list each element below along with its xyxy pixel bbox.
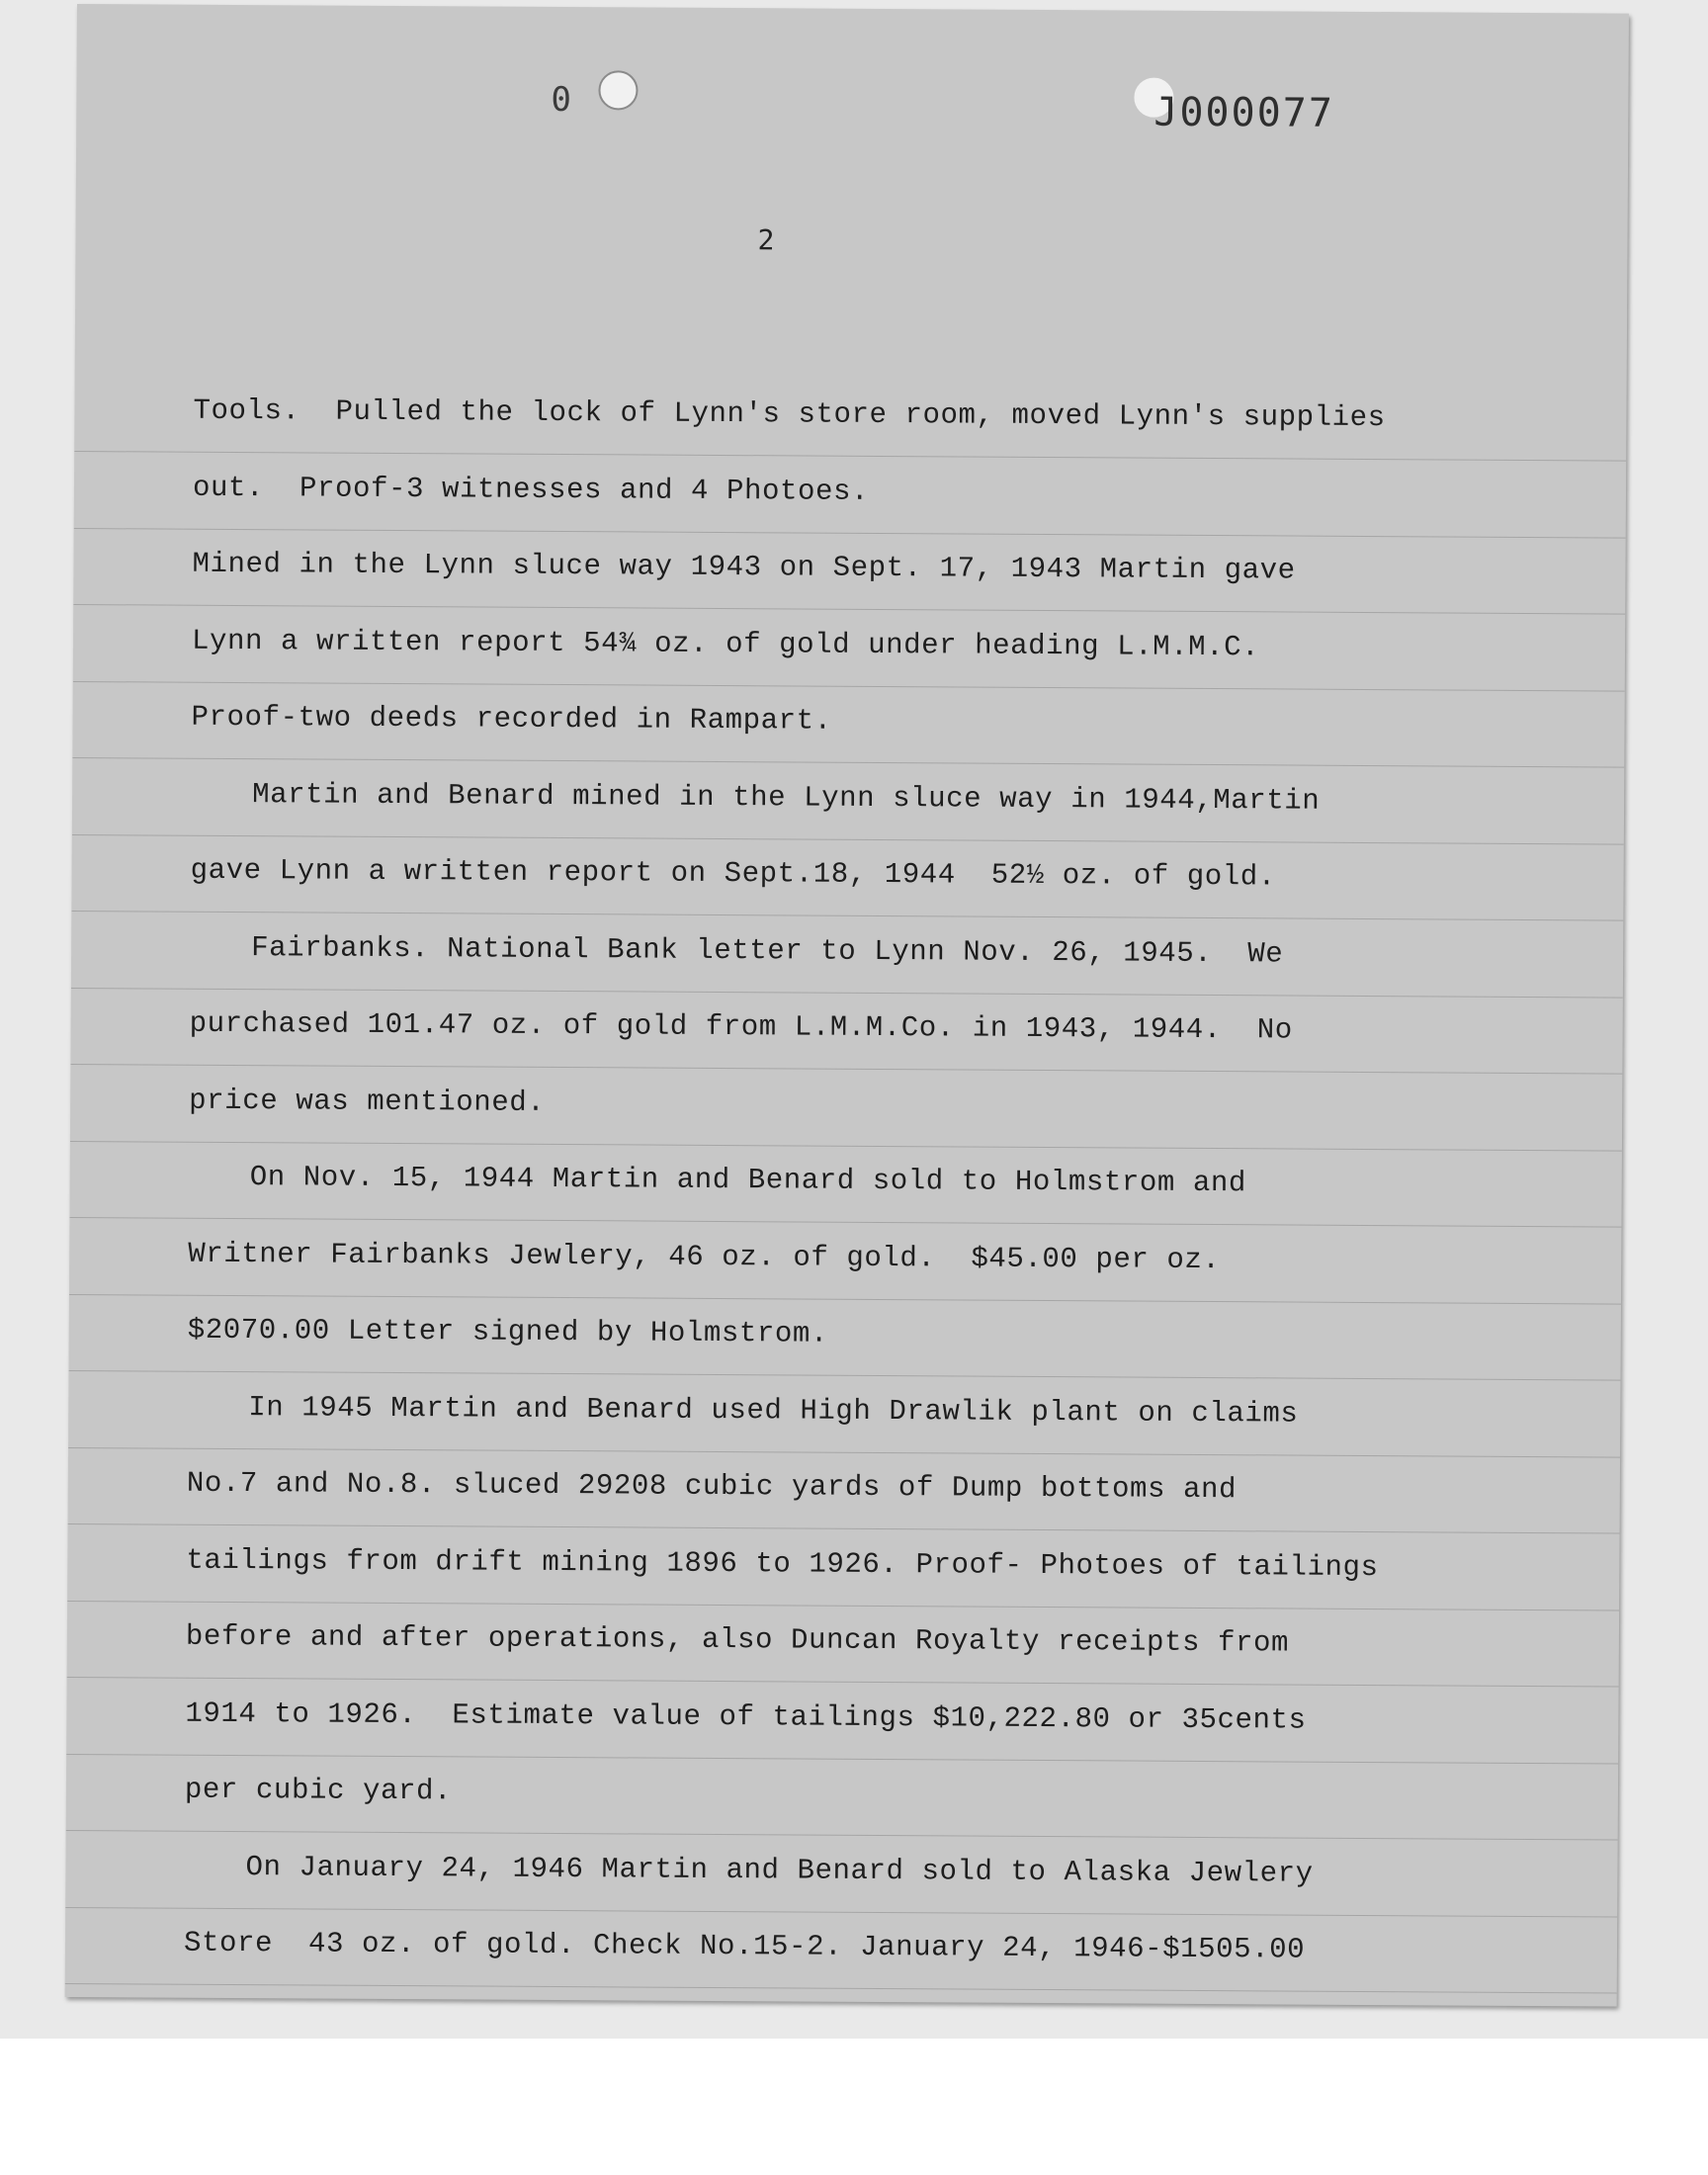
text-line: gave Lynn a written report on Sept.18, 1944 52½ oz. of gold. [190,853,1276,894]
document-number: J000077 [1153,89,1335,136]
text-line: purchased 101.47 oz. of gold from L.M.M.Co. in 1943, 1944. No [189,1006,1293,1047]
text-line: Martin and Benard mined in the Lynn sluce way in 1944,Martin [252,777,1321,818]
text-line: tailings from drift mining 1896 to 1926. Proof- Photoes of tailings [186,1543,1379,1584]
text-line: out. Proof-3 witnesses and 4 Photoes. [192,471,870,508]
text-line: Lynn a written report 54¾ oz. of gold under heading L.M.M.C. [191,624,1260,663]
text-line: before and after operations, also Duncan Royalty receipts from [185,1619,1290,1660]
typed-page [65,4,1629,2007]
page-number: 2 [757,223,775,257]
text-line: Mined in the Lynn sluce way 1943 on Sept. 17, 1943 Martin gave [192,547,1296,587]
text-line: Tools. Pulled the lock of Lynn's store room, moved Lynn's supplies [193,393,1386,435]
text-line: 1914 to 1926. Estimate value of tailings $10,222.80 or 35cents [185,1696,1307,1737]
text-line: On Nov. 15, 1944 Martin and Benard sold to Holmstrom and [249,1161,1247,1200]
stamp-left: 0 [551,79,572,121]
text-line: Fairbanks. National Bank letter to Lynn Nov. 26, 1945. We [251,930,1284,970]
punch-hole-left [598,70,638,110]
text-line: On January 24, 1946 Martin and Benard sold to Alaska Jewlery [245,1850,1314,1890]
body-text [184,373,1578,1990]
text-line: per cubic yard. [184,1773,453,1808]
text-line: Store 43 oz. of gold. Check No.15-2. January 24, 1946-$1505.00 [183,1926,1306,1966]
text-line: Proof-two deeds recorded in Rampart. [191,700,832,738]
text-line: price was mentioned. [189,1084,546,1119]
text-line: Writner Fairbanks Jewlery, 46 oz. of gold. $45.00 per oz. [188,1237,1221,1276]
text-line: No.7 and No.8. sluced 29208 cubic yards of Dump bottoms and [186,1466,1238,1507]
text-line: $2070.00 Letter signed by Holmstrom. [187,1313,829,1350]
text-line: In 1945 Martin and Benard used High Drawlik plant on claims [248,1390,1299,1431]
